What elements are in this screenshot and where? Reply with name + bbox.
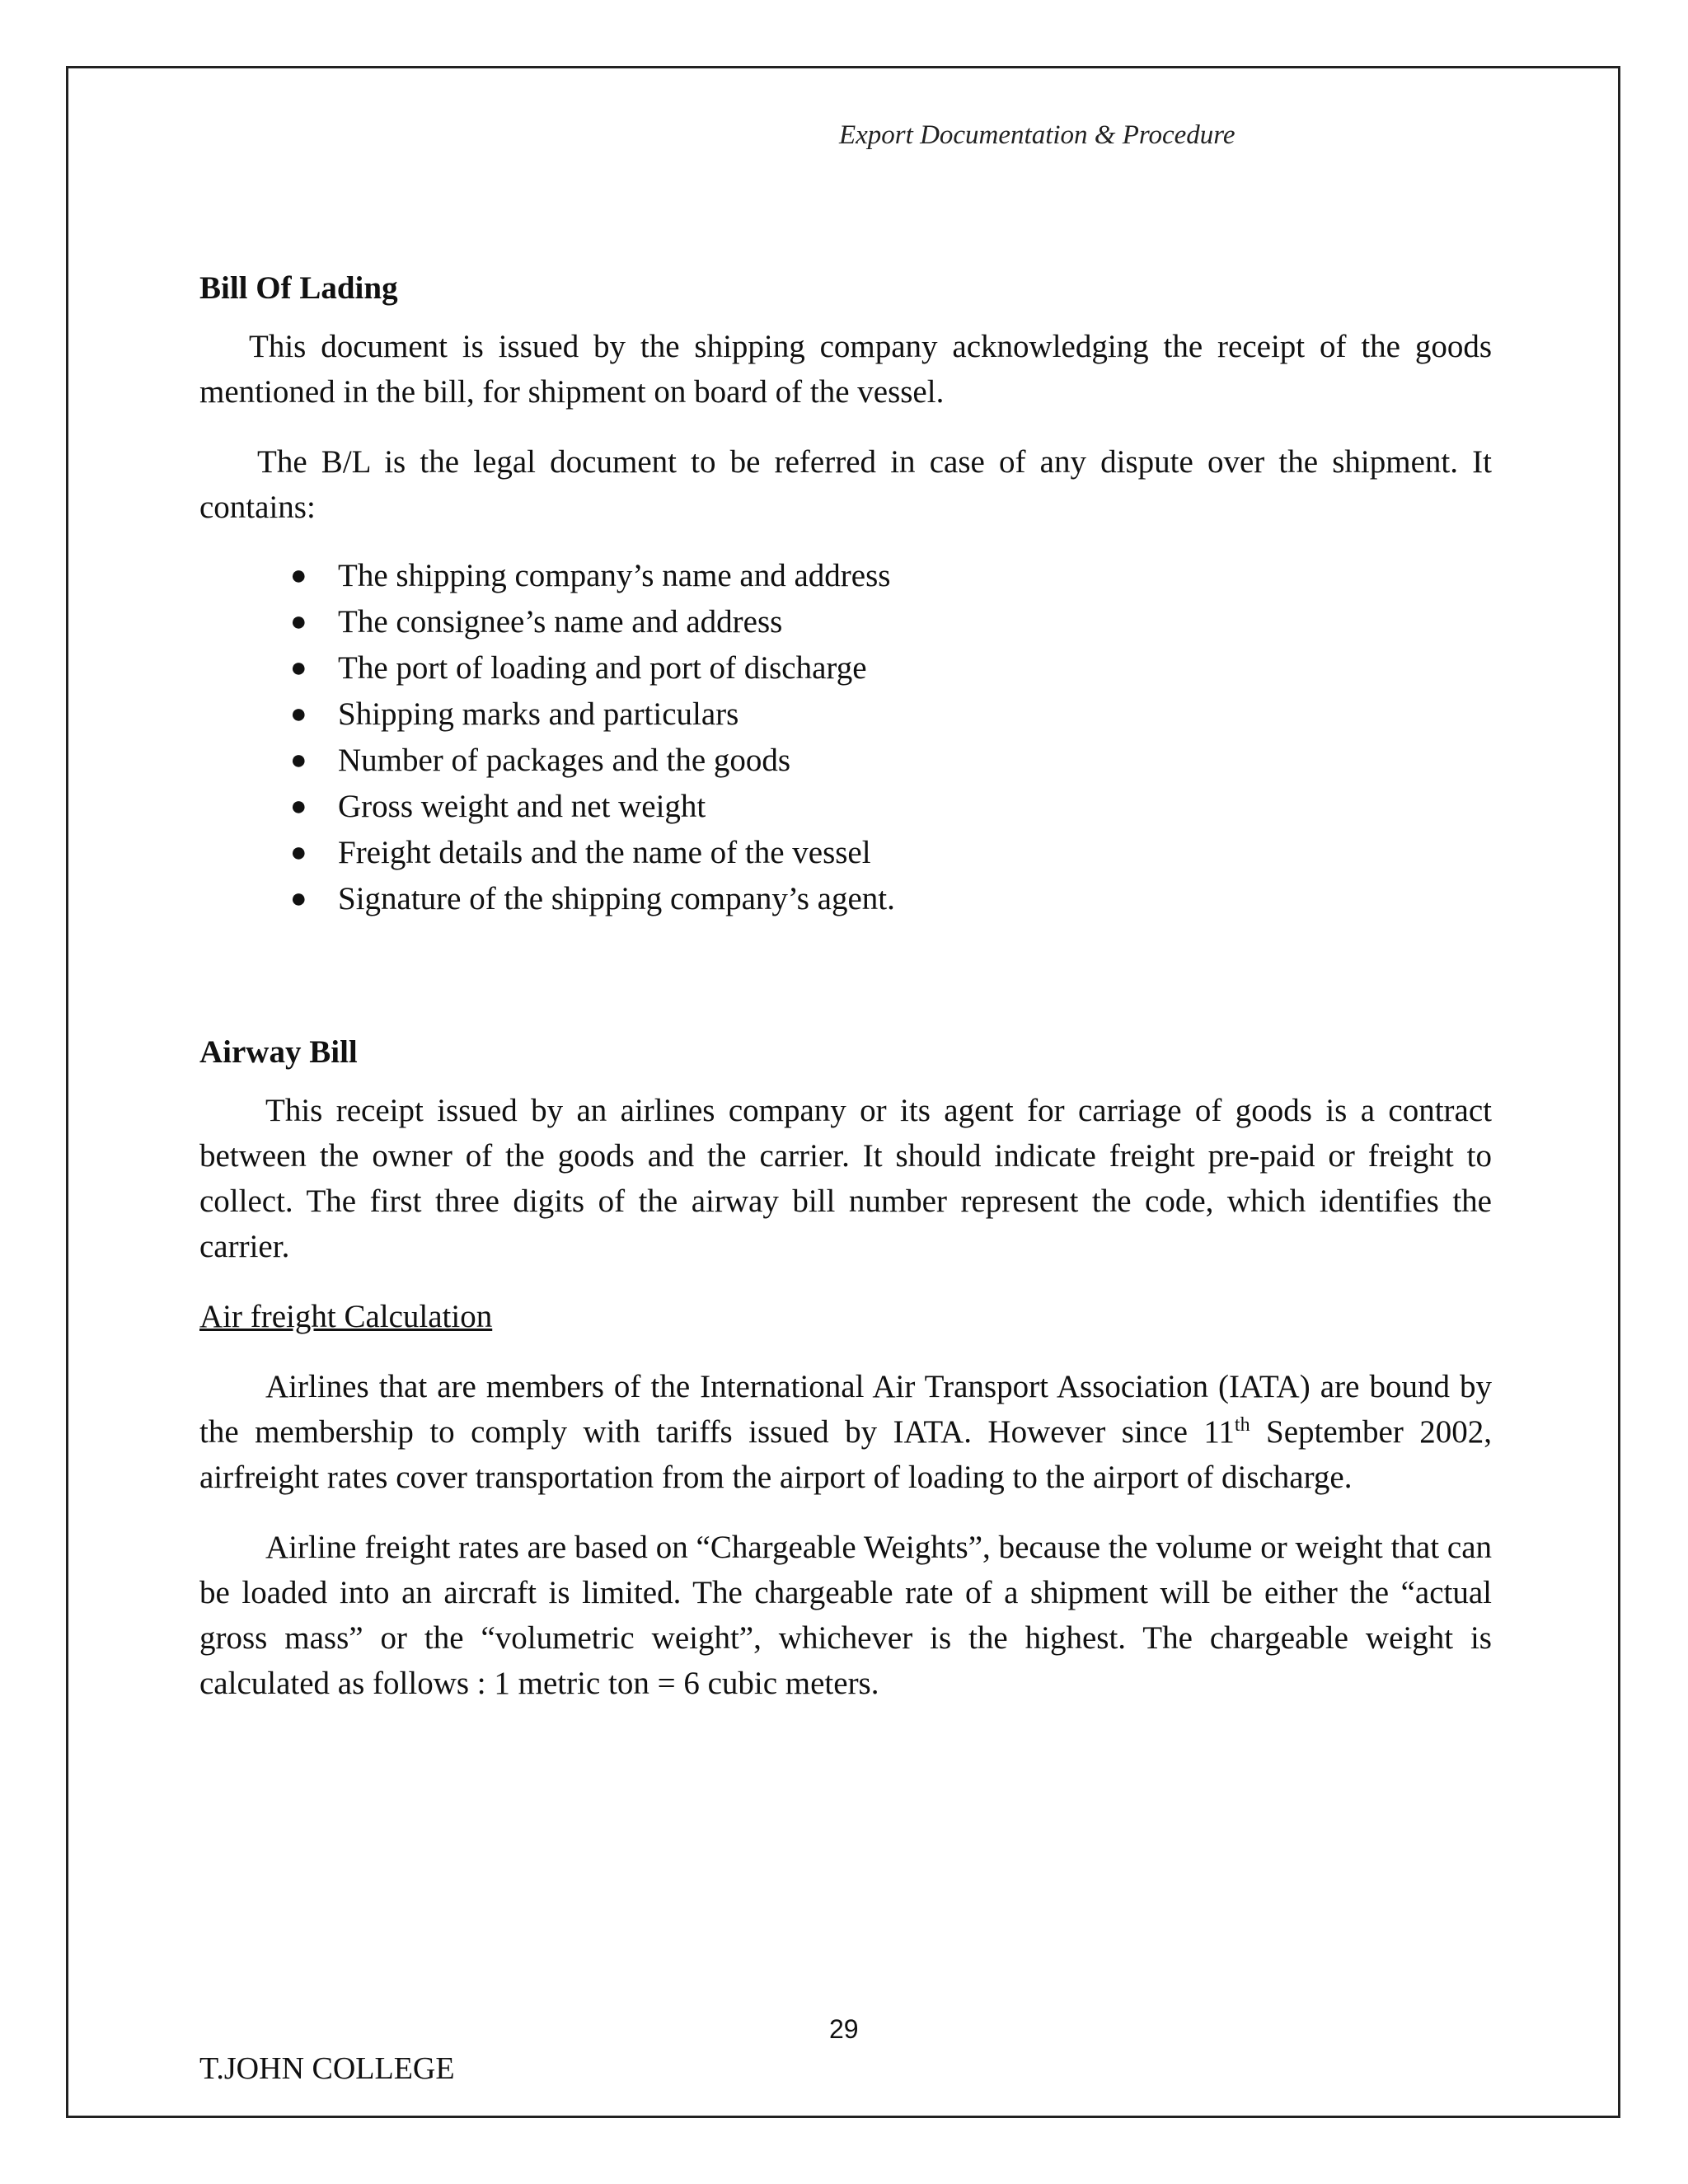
- bill-of-lading-contents-list: [199, 553, 1492, 922]
- list-item-text: Shipping marks and particulars: [338, 696, 739, 732]
- airway-bill-intro: This receipt issued by an airlines company or its agent for carriage of goods is a contract between the owner of the goods and the carrier. It should indicate freight pre-paid or freight to collect. The first three digits of the airway bill number represent the code, which identifies the carrier.: [199, 1093, 1492, 1264]
- iata-text-before: Airlines that are members of the International Air Transport Association (IATA) are bound by the membership to comply with tariffs issued by IATA. However since 11: [199, 1369, 1492, 1450]
- bullet-icon: ●: [290, 791, 307, 822]
- document-body: [199, 265, 1492, 1706]
- list-item: [290, 876, 1492, 922]
- bullet-icon: ●: [290, 560, 307, 591]
- heading-bill-of-lading: Bill Of Lading: [199, 270, 398, 306]
- chargeable-weight-paragraph: Airline freight rates are based on “Chargeable Weights”, because the volume or weight that can be loaded into an aircraft is limited. The chargeable rate of a shipment will be either the “actual gross mass” or the “volumetric weight”, whichever is the highest. The chargeable weight is calculated as follows : 1 metric ton = 6 cubic meters.: [199, 1530, 1492, 1701]
- list-item-text: Gross weight and net weight: [338, 789, 706, 824]
- running-header: Export Documentation & Procedure: [839, 120, 1236, 150]
- heading-airway-bill: Airway Bill: [199, 1034, 358, 1070]
- bullet-icon: ●: [290, 699, 307, 729]
- list-item-text: The port of loading and port of discharge: [338, 650, 867, 686]
- bullet-icon: ●: [290, 883, 307, 914]
- list-item-text: The shipping company’s name and address: [338, 558, 891, 593]
- list-item: [290, 553, 1492, 599]
- air-freight-iata-paragraph: [199, 1364, 1492, 1500]
- list-item: [290, 691, 1492, 738]
- list-item-text: Freight details and the name of the vessel: [338, 835, 871, 870]
- page-number: 29: [829, 2014, 859, 2044]
- bullet-icon: ●: [290, 607, 307, 637]
- bullet-icon: ●: [290, 653, 307, 683]
- bill-of-lading-intro: This document is issued by the shipping company acknowledging the receipt of the goods mentioned in the bill, for shipment on board of the vessel.: [199, 329, 1492, 410]
- list-item: [290, 784, 1492, 830]
- list-item: [290, 599, 1492, 645]
- list-item-text: Number of packages and the goods: [338, 743, 791, 778]
- list-item: [290, 830, 1492, 876]
- list-item-text: The consignee’s name and address: [338, 604, 783, 640]
- ordinal-suffix: th: [1234, 1414, 1250, 1436]
- bullet-icon: ●: [290, 745, 307, 776]
- iata-text-after: September 2002, airfreight rates cover transportation from the airport of loading to the airport of discharge.: [199, 1414, 1493, 1495]
- list-item: [290, 645, 1492, 691]
- footer-college-name: T.JOHN COLLEGE: [199, 2051, 455, 2086]
- list-item-text: Signature of the shipping company’s agent.: [338, 881, 895, 916]
- list-item: [290, 738, 1492, 784]
- bill-of-lading-contents-intro: The B/L is the legal document to be referred in case of any dispute over the shipment. It contains:: [199, 444, 1492, 525]
- bullet-icon: ●: [290, 837, 307, 868]
- subheading-air-freight-calculation: Air freight Calculation: [199, 1299, 493, 1334]
